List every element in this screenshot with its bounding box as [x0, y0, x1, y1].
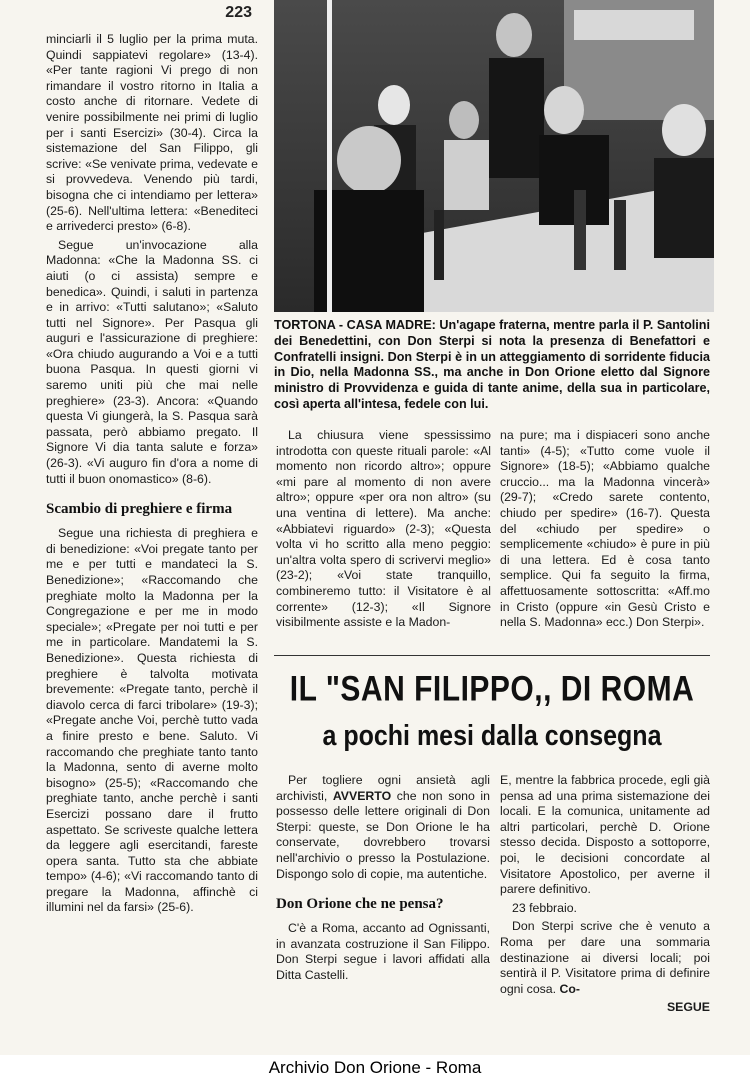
sterpi-paragraph — [500, 919, 710, 997]
section-divider — [274, 655, 710, 656]
archivists-paragraph — [276, 773, 490, 882]
article-headline: IL "SAN FILIPPO,, DI ROMA — [289, 669, 695, 709]
left-column — [46, 32, 258, 919]
closing-paragraph: La chiusura viene spessissimo introdotta con queste rituali parole: «Al momento non ricordo altro»; oppure «mi pare al momento di non avere altro»; oppure «per ora non altro» (su una ventina di lettere). Ma anche: «Abbiatevi riguardo» (2-3); «Questa volta vi ho scritto alla meno peggio: un'altra volta spero di scrivervi meglio» (23-2); «Voi state tranquillo, combineremo tutto: il Visitatore è al corrente» (12-3); «Il Signore visibilmente assiste e la Madon- — [276, 428, 491, 630]
left-paragraph-1: minciarli il 5 luglio per la prima muta. Quindi sappiatevi regolare» (13-4). «Per tante ragioni Vi prego di non rimandare il vostro ritorno in Italia a costo anche di ritornare. Vedete di venire possibilmente nei primi di luglio per i santi Esercizi» (30-4). Circa la sistemazione del San Filippo, gli scrive: «Se venivate prima, vedevate e si provvedeva. Venendo più tardi, bisogna che ci intendiamo per lettera» (25-6). Nell'ultima lettera: «Benediteci e arrivederci presto» (6-8). — [46, 32, 258, 234]
left-paragraph-2: Segue un'invocazione alla Madonna: «Che la Madonna SS. ci aiuti (o ci assista) sempre e benedica». Quindi, i saluti in partenza e in arrivo: «Tutti salutano»; «Saluto tutti nel Signore». Per Pasqua gli auguri e l'assicurazione di preghiere: «Ora chiudo augurando a Voi e a tutti buona Pasqua. In questi giorni vi saremo uniti più che mai nelle preghiere» (23-3). Ancora: «Quando questa Vi giungerà, la S. Pasqua sarà passata, però abbiamo pregato. Il Signore Vi dia tanta salute e forza» (26-3). «Vi auguro fin d'ora a nome di tutti il buon onomastico» (8-6). — [46, 237, 258, 486]
lower-column-right — [500, 773, 710, 1016]
left-paragraph-3: Segue una richiesta di preghiera e di benedizione: «Voi pregate tanto per me e per tutti e mandateci la S. Benedizione»; «Raccomando che preghiate molto la Madonna per la Congregazione e per me in modo speciale»; «Pregate per noi tutti e per me in particolare. Mandatemi la S. Benedizione». Questa richiesta di preghiere è talvolta motivata brevemente: «Pregate tanto, perchè il diavolo cerca di farci tribolare» (19-3); «Pregate anche Voi, perchè tutto vada a finire presto e bene. Saluto. Vi raccomando che preghiate tanto tanto la Madonna, sento di averne molto bisogno» (25-5); «Raccomando che preghiate tanto, anche perchè i santi Esercizi possano dare il frutto aspettato. Se scriveste qualche lettera da leggere agli esercitandi, fareste opera santa. Tutto sta che abbiate tempo» (4-6); «Vi raccomando tanto di pregare la Madonna, affinchè ci illumini nel da farsi» (25-6). — [46, 526, 258, 915]
subheading-don-orione: Don Orione che ne pensa? — [276, 896, 444, 913]
archive-footer: Archivio Don Orione - Roma — [268, 1058, 482, 1077]
middle-column-left — [276, 428, 491, 634]
archivists-text-end: che non sono in possesso delle lettere originali di Don Sterpi: queste, se Don Orione le ha conservate, dovrebbero trovarsi nell'archivio o presso la Postulazione. Dispongo solo di copie, ma autentiche. — [276, 788, 490, 881]
archivists-text-start: Per togliere ogni ansietà agli archivisti, — [276, 773, 490, 803]
sterpi-text: Don Sterpi scrive che è venuto a Roma per dare una sommaria destinazione ai diversi locali; poi sentirà il P. Visitatore prima di definire ogni cosa. — [500, 919, 710, 996]
photo-illustration — [274, 0, 714, 312]
dinner-photo — [274, 0, 714, 312]
lower-column-left — [276, 773, 490, 987]
photo-caption: TORTONA - CASA MADRE: Un'agape fraterna, mentre parla il P. Santolini dei Benedettini, con Don Sterpi si nota la presenza di Benefattori e Confratelli insigni. Don Sterpi è in un atteggiamento di sorridente fiducia in Dio, nella Madonna SS., ma anche in Don Orione eletto dal Signore ministro di Provvidenza e guida di tante anime, della sua in particolare, così aperta all'intesa, fedele con lui. — [274, 318, 710, 411]
fabbrica-paragraph: E, mentre la fabbrica procede, egli già pensa ad una prima sistemazione dei locali. E la comunica, unitamente ad altri particolari, perchè D. Orione stesso decida. Disposto a sottoporre, poi, le decisioni concordate al Visitatore Apostolico, per averne il parere definitivo. — [500, 773, 710, 897]
avverto-bold: AVVERTO — [332, 788, 392, 803]
date-line: 23 febbraio. — [512, 900, 577, 915]
page-number: 223 — [225, 4, 252, 21]
segue-label: SEGUE — [666, 1000, 710, 1015]
subheading-preghiere: Scambio di preghiere e firma — [46, 501, 233, 518]
closing-paragraph-continued: na pure; ma i dispiaceri sono anche tanti» (4-5); «Tutto come vuole il Signore» (18-5); «Abbiamo qualche cruccio... ma la Madonna vincerà» (29-7); «Credo sarete contento, chiudo per spedire» (16-7). Questa del «chiudo per spedire» o semplicemente «chiudo» è pure in più di una lettera. Ed è cosa tanto semplice. Qui fa seguito la firma, affettuosamente sottoscritta: «Aff.mo in Cristo (oppure «in Gesù Cristo e nella S. Madonna» ecc.) Don Sterpi». — [500, 428, 710, 630]
middle-column-right — [500, 428, 710, 634]
article-subheadline: a pochi mesi dalla consegna — [322, 719, 662, 753]
continuation-bold: Co- — [559, 981, 580, 996]
san-filippo-paragraph: C'è a Roma, accanto ad Ognissanti, in avanzata costruzione il San Filippo. Don Sterpi segue i lavori affidati alla Ditta Castelli. — [276, 921, 490, 982]
